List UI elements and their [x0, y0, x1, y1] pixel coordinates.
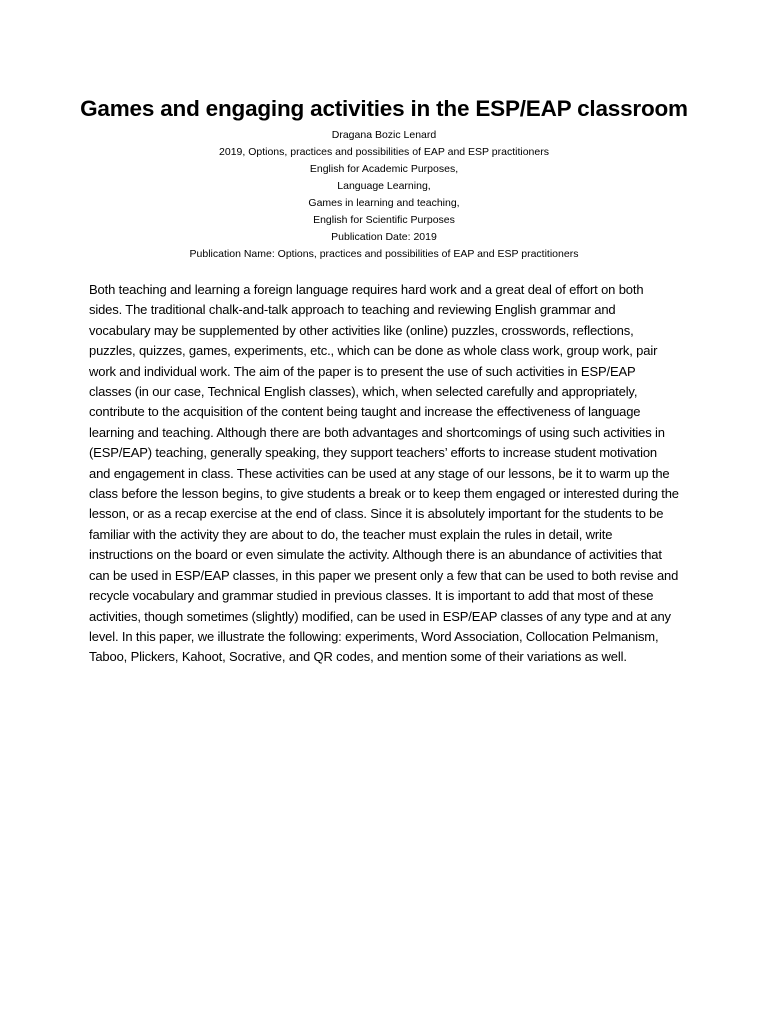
author-line: Dragana Bozic Lenard: [331, 129, 437, 141]
citation-line: 2019, Options, practices and possibilities of EAP and ESP practitioners: [219, 146, 549, 158]
keyword-line: Games in learning and teaching,: [308, 197, 460, 209]
keyword-line: Language Learning,: [337, 180, 431, 192]
publication-name-line: Publication Name: Options, practices and possibilities of EAP and ESP practitioners: [189, 248, 579, 260]
publication-date-line: Publication Date: 2019: [331, 231, 437, 243]
keyword-line: English for Scientific Purposes: [313, 214, 455, 226]
document-title: Games and engaging activities in the ESP/EAP classroom: [80, 96, 688, 121]
keyword-line: English for Academic Purposes,: [309, 163, 459, 175]
abstract-paragraph: Both teaching and learning a foreign language requires hard work and a great deal of effort on both sides. The traditional chalk-and-talk approach to teaching and reviewing English grammar and vocabulary may be supplemented by other activities like (online) puzzles, crosswords, reflections, puzzles, quizzes, games, experiments, etc., which can be done as whole class work, group work, pair work and individual work. The aim of the paper is to present the use of such activities in ESP/EAP classes (in our case, Technical English classes), which, when selected carefully and appropriately, contribute to the acquisition of the content being taught and increase the effectiveness of language learning and teaching. Although there are both advantages and shortcomings of using such activities in (ESP/EAP) teaching, generally speaking, they support teachers’ efforts to increase student motivation and engagement in class. These activities can be used at any stage of our lessons, be it to warm up the class before the lesson begins, to give students a break or to keep them engaged or interested during the lesson, or as a recap exercise at the end of class. Since it is absolutely important for the students to be familiar with the activity they are about to do, the teacher must explain the rules in detail, write instructions on the board or even simulate the activity. Although there is an abundance of activities that can be used in ESP/EAP classes, in this paper we present only a few that can be used to both revise and recycle vocabulary and grammar studied in previous classes. It is important to add that most of these activities, though sometimes (slightly) modified, can be used in ESP/EAP classes of any type and at any level. In this paper, we illustrate the following: experiments, Word Association, Collocation Pelmanism, Taboo, Plickers, Kahoot, Socrative, and QR codes, and mention some of their variations as well.: [89, 282, 679, 665]
document-metadata: [0, 127, 768, 263]
